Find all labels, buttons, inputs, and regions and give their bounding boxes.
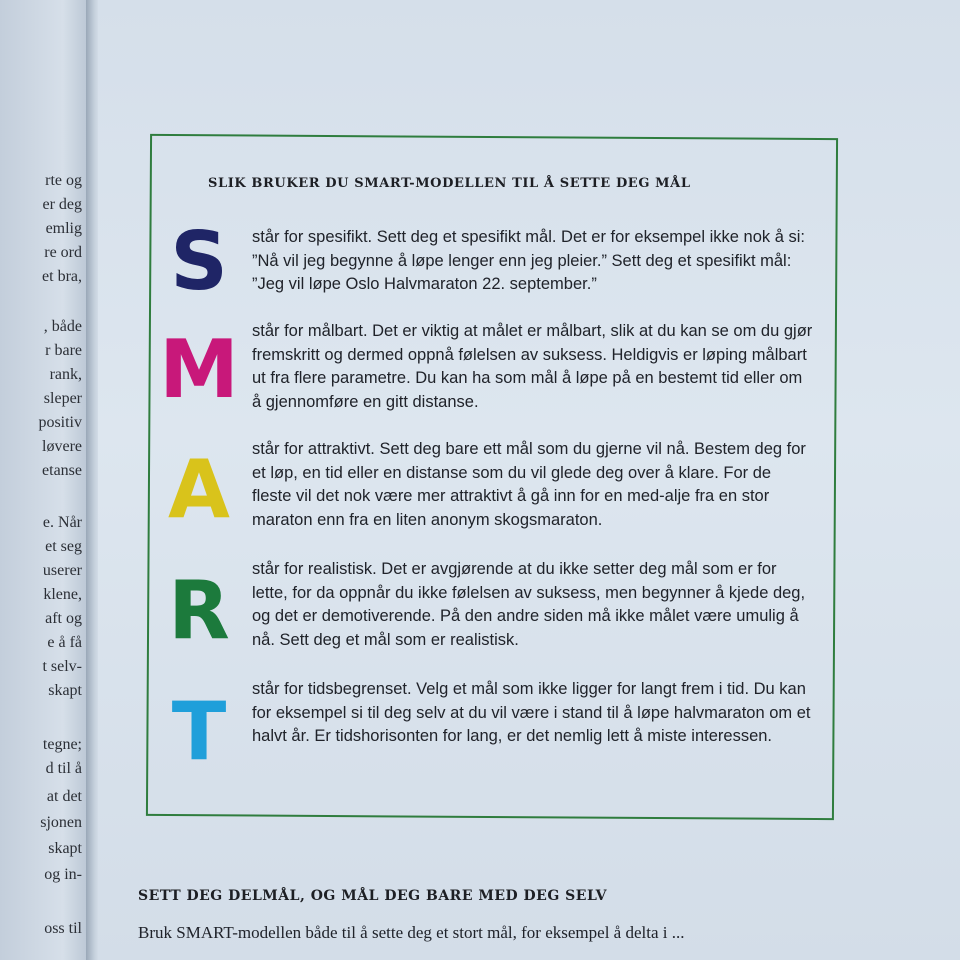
left-page-text-fragment: at det [46,788,82,805]
left-page-text-fragment: sleper [43,390,82,407]
left-page-text-fragment: , både [43,318,82,335]
left-page-text-fragment: oss til [44,920,82,937]
left-page-text-fragment: emlig [45,220,82,237]
paragraph-malbart: står for målbart. Det er viktig at målet er målbart, slik at du kan se om du gjør fremskritt og dermed oppnå følelsen av suksess. Heldigvis er løping målbart ut fra flere parametre. Du kan ha som mål å løpe på en bestemt tid eller om å gjennomføre en gitt distanse. [252,322,813,411]
left-page-text-fragment: sjonen [40,814,82,831]
left-page-text-fragment: løvere [42,438,82,455]
left-page-text-fragment: klene, [43,586,82,603]
left-page-text-fragment: et bra, [42,268,82,285]
left-page-text-fragment: tegne; [42,736,82,753]
left-page-text-fragment: aft og [45,610,82,627]
left-page-text-fragment: re ord [44,244,82,261]
left-page-text-fragment: d til å [45,760,82,777]
smart-letter-t: T [171,685,227,778]
left-page-text-fragment: rte og [45,172,82,189]
left-page-text-fragment: og in- [44,866,82,883]
left-page-text-fragment: et seg [45,538,82,555]
left-page-text-fragment: positiv [38,414,82,431]
left-page-text-fragment: skapt [48,682,82,699]
smart-letter-m: M [159,323,239,416]
paragraph-realistisk: står for realistisk. Det er avgjørende at du ikke setter deg mål som er for lette, for da oppnår du ikke følelsen av suksess, men begynner å kjede deg, og det er demotiverende. På den andre siden må ikke målet være umulig å nå. Sett deg et mål som er realistisk. [252,560,806,649]
paragraph-spesifikt: står for spesifikt. Sett deg et spesifikt mål. Det er for eksempel ikke nok å si: ”Nå vil jeg begynne å løpe lenger enn jeg pleier.” Sett deg et spesifikt mål: ”Jeg vil løpe Oslo Halvmaraton 22. september.” [252,228,805,294]
section-heading: SETT DEG DELMÅL, OG MÅL DEG BARE MED DEG SELV [138,888,608,904]
left-page-text-fragment: etanse [42,462,82,479]
left-page [0,0,90,960]
paragraph-tidsbegrenset: står for tidsbegrenset. Velg et mål som ikke ligger for langt frem i tid. Du kan for eksempel si til deg selv at du vil være i stand til å løpe halvmaraton om et halvt år. Er tidshorisonten for lang, er det nemlig lett å miste interessen. [252,680,811,746]
left-page-text-fragment: rank, [49,366,82,383]
left-page-text-fragment: er deg [42,196,82,213]
smart-letter-a: A [168,443,230,536]
left-page-text-fragment: skapt [48,840,82,857]
left-page-text-fragment: t selv- [42,658,82,675]
smart-letter-r: R [168,564,230,657]
left-page-text-fragment: userer [42,562,82,579]
left-page-text-fragment: r bare [45,342,82,359]
left-page-text-fragment: e å få [47,634,82,651]
section-body-text: Bruk SMART-modellen både til å sette deg et stort mål, for eksempel å delta i ... [138,923,685,942]
smart-letter-s: S [170,215,228,308]
smart-box-title: SLIK BRUKER DU SMART-MODELLEN TIL Å SETTE DEG MÅL [208,176,691,191]
paragraph-attraktivt: står for attraktivt. Sett deg bare ett mål som du gjerne vil nå. Bestem deg for et løp, en tid eller en distanse som du vil glede deg over å klare. For de fleste vil det nok være mer attraktivt å gå inn for en med-alje fra en stor maraton enn fra en liten anonym skogsmaraton. [252,440,806,529]
left-page-text-fragment: e. Når [42,514,82,531]
